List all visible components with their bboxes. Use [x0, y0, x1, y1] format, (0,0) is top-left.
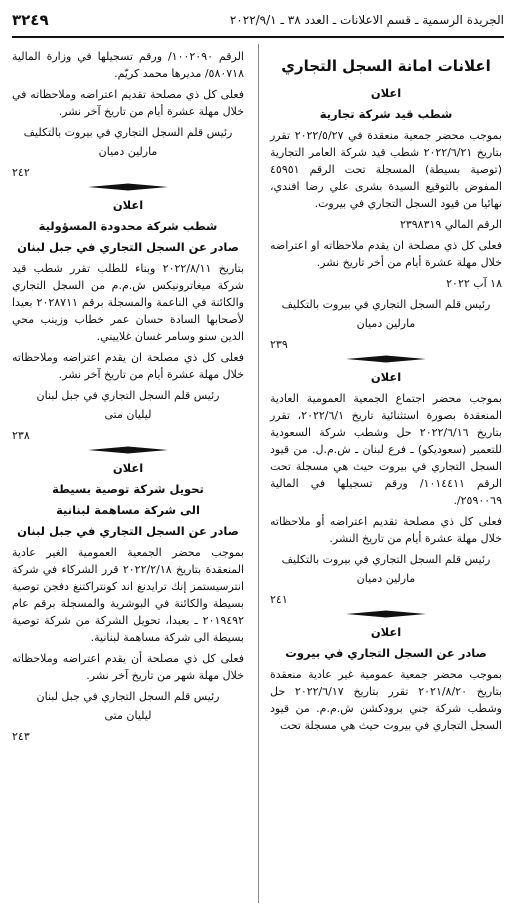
notice-label: اعلان [112, 461, 144, 475]
notice-subheading: صادر عن السجل التجاري في جبل لبنان [17, 240, 239, 254]
header-rule [12, 36, 504, 38]
notice-number: ٢٣٩ [270, 338, 288, 351]
signer-title: رئيس قلم السجل التجاري في بيروت بالتكليف [281, 298, 491, 311]
notice-body: بموجب محضر الجمعية العمومية الغير عادية المنعقدة بتاريخ ٢٠٢٢/٢/١٨ قرر الشركاء في شركة انترسيستمز إنك ترايدنغ اند كونتراكتنغ دفجن توصية بسيطة والكائنة في البوشرية والمسجلة برقم عام ٢٠١٩٤٩٢ ـ بعبدا، تحويل الشركة من شركة توصية بسيطة الى شركة مساهمة لبنانية. [12, 546, 244, 644]
notice-238 [12, 197, 244, 444]
notice-objection: فعلى كل ذي مصلحة تقديم اعتراضه وملاحظاته في خلال مهلة عشرة أيام من تاريخ آخر نشر. [12, 88, 244, 118]
financial-number: الرقم المالي ٢٣٩٨٣١٩ [399, 218, 502, 231]
notice-body: بموجب محضر جمعية منعقدة في ٢٠٢٢/٥/٢٧ تقرر بتاريخ ٢٠٢٢/٦/٢١ شطب قيد شركة العامر التجارية (توصية بسيطة) المسجلة تحت الرقم ٤٥٩٥١ المفوض بالتوقيع السيدة بشرى علي رضا افندي، نهائيا من قيود السجل التجاري في بيروت. [270, 129, 503, 210]
notice-body: بتاريخ ٢٠٢٢/٨/١١ وبناء للطلب تقرر شطب قيد شركة ميغاترونيكس ش.م.م من السجل التجاري والكائنة في الناعمة والمسجلة برقم ٢٠٢٨٧١١ بعيدا لأصحابها السادة حسان عمر خطاب وزينب محي الدين سنو وسامر غسان غلاييني. [12, 262, 244, 343]
notice-239 [270, 85, 502, 353]
notice-heading: شطب قيد شركة تجارية [319, 107, 453, 121]
signer-title: رئيس قلم السجل التجاري في جبل لبنان [36, 690, 220, 703]
signer-title: رئيس قلم السجل التجاري في بيروت بالتكليف [281, 553, 491, 566]
notice-continued [270, 624, 502, 734]
notice-label: اعلان [112, 198, 144, 212]
page-number: ٣٢٤٩ [12, 11, 49, 29]
notice-body: بموجب محضر جمعية عمومية غير عادية منعقدة بتاريخ ٢٠٢١/٨/٢٠ تقرر بتاريخ ٢٠٢٢/٦/١٧ حل وشطب شركة جني برودكشن ش.م.م. من قيود السجل التجاري في بيروت حيث هي مسجلة تحت [270, 668, 502, 732]
notice-objection: فعلى كل ذي مصلحة ان يقدم ملاحظاته او اعتراضه خلال مهلة عشرة أيام من أخر تاريخ نشر. [270, 239, 502, 269]
notice-label: اعلان [370, 625, 402, 639]
separator-ornament [270, 610, 502, 618]
page-header [12, 8, 504, 32]
notice-label: اعلان [370, 370, 402, 384]
column-divider [258, 44, 259, 903]
notice-objection: فعلى كل ذي مصلحة تقديم اعتراضه أو ملاحظاته خلال مهلة عشرة أيام من تاريخ النشر. [270, 515, 502, 545]
notice-heading: شطب شركة محدودة المسؤولية [38, 219, 218, 233]
right-column [270, 48, 502, 738]
notice-243 [12, 460, 244, 745]
notice-242 [12, 48, 244, 181]
notice-number: ٢٤١ [270, 593, 288, 606]
notice-heading: تحويل شركة توصية بسيطة [52, 482, 204, 496]
signer-name: مارلين دميان [356, 572, 416, 585]
notice-objection: فعلى كل ذي مصلحة ان يقدم اعتراضه وملاحظاته خلال مهلة عشرة أيام من تاريخ آخر نشر. [12, 351, 244, 381]
signer-name: ليليان متى [104, 709, 152, 722]
notice-number: ٢٣٨ [12, 429, 30, 442]
signer-name: مارلين دميان [98, 145, 158, 158]
notice-subheading: صادر عن السجل التجاري في جبل لبنان [17, 524, 239, 538]
notice-number: ٢٤٢ [12, 166, 30, 179]
separator-ornament [270, 355, 502, 363]
section-title: اعلانات امانة السجل التجاري [281, 57, 491, 75]
signer-name: مارلين دميان [356, 317, 416, 330]
notice-date: ١٨ آب ٢٠٢٢ [446, 277, 502, 290]
notice-body: الرقم ١٠٠٢٠٩٠/ ورقم تسجيلها في وزارة المالية ٥٨٠٧١٨/ مديرها محمد كريّم. [12, 50, 244, 80]
notice-number: ٢٤٣ [12, 730, 30, 743]
notice-subheading: الى شركة مساهمة لبنانية [56, 503, 200, 517]
separator-ornament [12, 446, 244, 454]
signer-title: رئيس قلم السجل التجاري في جبل لبنان [36, 389, 220, 402]
notice-label: اعلان [370, 86, 402, 100]
notice-heading: صادر عن السجل التجاري في بيروت [285, 646, 487, 660]
running-title: الجريدة الرسمية ـ قسم الاعلانات ـ العدد ٣٨ ـ ٢٠٢٢/٩/١ [229, 13, 504, 27]
left-column [12, 48, 244, 747]
signer-name: ليليان متى [104, 408, 152, 421]
signer-title: رئيس قلم السجل التجاري في بيروت بالتكليف [23, 126, 233, 139]
notice-body: بموجب محضر اجتماع الجمعية العمومية العادية المنعقدة بصورة استثنائية تاريخ ٢٠٢٢/٦/١، تقرر بتاريخ ٢٠٢٢/٦/١٦ حل وشطب شركة السعودية للتعمير (سعوديكو) ـ فرع لبنان ـ ش.م.ل. من قيود السجل التجاري في بيروت حيث هي مسجلة تحت الرقم ١٠١٤٤١١/ ورقم تسجيلها في المالية ٢٥٩٠٠٦٩/. [270, 392, 502, 507]
notice-objection: فعلى كل ذي مصلحة أن يقدم اعتراضه وملاحظاته خلال مهلة شهر من تاريخ آخر نشر. [12, 652, 244, 682]
separator-ornament [12, 183, 244, 191]
notice-241 [270, 369, 502, 608]
